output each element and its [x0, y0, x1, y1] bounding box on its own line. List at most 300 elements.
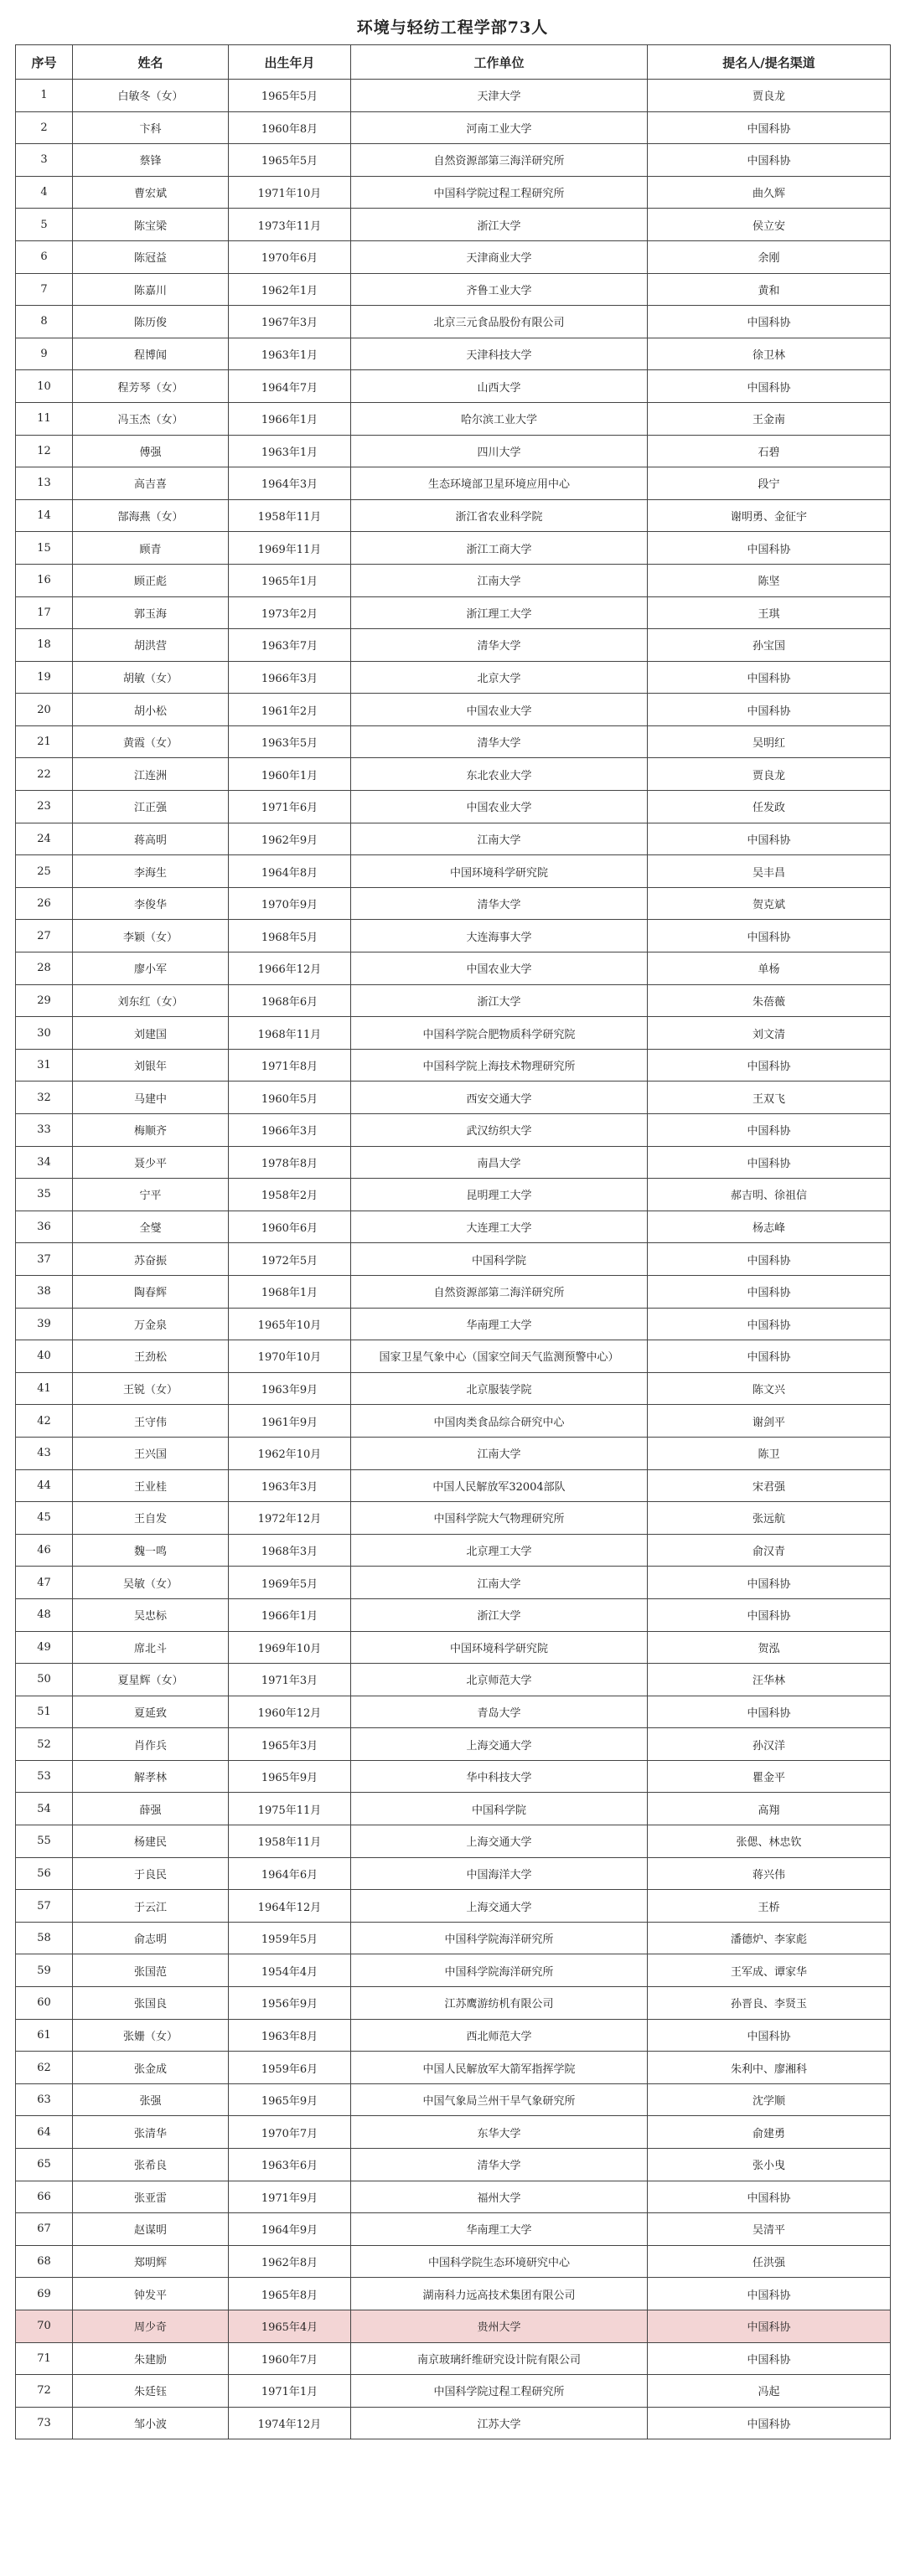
- cell-index: 55: [16, 1825, 73, 1858]
- cell-name: 王业桂: [73, 1469, 229, 1502]
- cell-name: 苏奋振: [73, 1243, 229, 1276]
- cell-name: 夏星辉（女）: [73, 1664, 229, 1696]
- cell-name: 顾青: [73, 532, 229, 565]
- cell-employer: 西安交通大学: [351, 1082, 648, 1114]
- cell-nominator: 中国科协: [648, 1146, 891, 1179]
- cell-index: 70: [16, 2310, 73, 2342]
- table-row: [16, 1664, 891, 1696]
- cell-index: 62: [16, 2052, 73, 2084]
- cell-nominator: 王琪: [648, 596, 891, 629]
- cell-birth: 1964年8月: [229, 855, 351, 888]
- table-row: [16, 855, 891, 888]
- cell-name: 席北斗: [73, 1631, 229, 1664]
- cell-index: 33: [16, 1114, 73, 1147]
- cell-index: 20: [16, 694, 73, 726]
- cell-birth: 1960年12月: [229, 1696, 351, 1728]
- cell-birth: 1960年7月: [229, 2342, 351, 2375]
- cell-birth: 1965年9月: [229, 2083, 351, 2116]
- table-row: [16, 1922, 891, 1954]
- cell-employer: 上海交通大学: [351, 1890, 648, 1923]
- cell-nominator: 俞建勇: [648, 2116, 891, 2149]
- table-row: [16, 1760, 891, 1793]
- cell-nominator: 中国科协: [648, 2407, 891, 2439]
- cell-index: 48: [16, 1598, 73, 1631]
- cell-name: 钟发平: [73, 2278, 229, 2310]
- table-row: [16, 2052, 891, 2084]
- cell-employer: 大连海事大学: [351, 920, 648, 952]
- cell-index: 66: [16, 2181, 73, 2213]
- cell-birth: 1961年2月: [229, 694, 351, 726]
- cell-employer: 河南工业大学: [351, 111, 648, 144]
- cell-birth: 1963年5月: [229, 725, 351, 758]
- cell-name: 顾正彪: [73, 564, 229, 596]
- table-row: [16, 1275, 891, 1308]
- cell-birth: 1973年11月: [229, 209, 351, 241]
- cell-nominator: 汪华林: [648, 1664, 891, 1696]
- cell-employer: 大连理工大学: [351, 1211, 648, 1243]
- cell-employer: 东北农业大学: [351, 758, 648, 791]
- cell-nominator: 陈坚: [648, 564, 891, 596]
- cell-birth: 1972年5月: [229, 1243, 351, 1276]
- cell-name: 薛强: [73, 1793, 229, 1825]
- cell-nominator: 孙汉洋: [648, 1728, 891, 1761]
- cell-birth: 1968年6月: [229, 984, 351, 1017]
- cell-nominator: 单杨: [648, 952, 891, 985]
- cell-employer: 清华大学: [351, 629, 648, 662]
- table-row: [16, 1890, 891, 1923]
- cell-name: 冯玉杰（女）: [73, 402, 229, 435]
- cell-birth: 1968年5月: [229, 920, 351, 952]
- cell-employer: 中国环境科学研究院: [351, 855, 648, 888]
- cell-nominator: 中国科协: [648, 111, 891, 144]
- table-row: [16, 1114, 891, 1147]
- cell-index: 15: [16, 532, 73, 565]
- cell-nominator: 任洪强: [648, 2245, 891, 2278]
- cell-employer: 中国科学院: [351, 1243, 648, 1276]
- table-row: [16, 1696, 891, 1728]
- cell-nominator: 黄和: [648, 273, 891, 306]
- cell-nominator: 余刚: [648, 240, 891, 273]
- cell-name: 解孝林: [73, 1760, 229, 1793]
- cell-birth: 1970年10月: [229, 1340, 351, 1373]
- cell-birth: 1970年9月: [229, 887, 351, 920]
- cell-index: 8: [16, 306, 73, 338]
- cell-nominator: 郝吉明、徐祖信: [648, 1179, 891, 1211]
- cell-birth: 1962年9月: [229, 823, 351, 855]
- cell-name: 肖作兵: [73, 1728, 229, 1761]
- cell-name: 白敏冬（女）: [73, 80, 229, 112]
- cell-name: 王兴国: [73, 1437, 229, 1469]
- cell-employer: 上海交通大学: [351, 1825, 648, 1858]
- cell-nominator: 曲久辉: [648, 176, 891, 209]
- cell-nominator: 陈文兴: [648, 1372, 891, 1405]
- cell-nominator: 贺克斌: [648, 887, 891, 920]
- cell-index: 35: [16, 1179, 73, 1211]
- cell-index: 36: [16, 1211, 73, 1243]
- cell-employer: 江南大学: [351, 564, 648, 596]
- cell-nominator: 中国科协: [648, 2310, 891, 2342]
- cell-employer: 中国科学院: [351, 1793, 648, 1825]
- cell-employer: 浙江工商大学: [351, 532, 648, 565]
- cell-employer: 中国人民解放军大箭军指挥学院: [351, 2052, 648, 2084]
- cell-nominator: 王军成、谭家华: [648, 1954, 891, 1987]
- cell-index: 72: [16, 2375, 73, 2408]
- cell-employer: 浙江大学: [351, 1598, 648, 1631]
- cell-employer: 北京三元食品股份有限公司: [351, 306, 648, 338]
- cell-birth: 1958年11月: [229, 499, 351, 532]
- cell-name: 高吉喜: [73, 467, 229, 500]
- table-row: [16, 694, 891, 726]
- cell-name: 吴忠标: [73, 1598, 229, 1631]
- cell-index: 28: [16, 952, 73, 985]
- table-row: [16, 240, 891, 273]
- table-row: [16, 984, 891, 1017]
- cell-birth: 1966年3月: [229, 661, 351, 694]
- cell-employer: 北京服装学院: [351, 1372, 648, 1405]
- cell-name: 陈嘉川: [73, 273, 229, 306]
- table-row: [16, 596, 891, 629]
- cell-nominator: 王金南: [648, 402, 891, 435]
- cell-birth: 1959年6月: [229, 2052, 351, 2084]
- cell-nominator: 中国科协: [648, 532, 891, 565]
- header-nominator: 提名人/提名渠道: [648, 45, 891, 80]
- table-row: [16, 952, 891, 985]
- cell-name: 王锐（女）: [73, 1372, 229, 1405]
- cell-index: 60: [16, 1987, 73, 2020]
- cell-index: 45: [16, 1502, 73, 1535]
- header-row: [16, 45, 891, 80]
- cell-employer: 中国人民解放军32004部队: [351, 1469, 648, 1502]
- cell-employer: 北京师范大学: [351, 1664, 648, 1696]
- table-row: [16, 758, 891, 791]
- cell-nominator: 瞿金平: [648, 1760, 891, 1793]
- cell-birth: 1963年6月: [229, 2149, 351, 2181]
- cell-name: 聂少平: [73, 1146, 229, 1179]
- table-row: [16, 2181, 891, 2213]
- cell-birth: 1962年8月: [229, 2245, 351, 2278]
- cell-index: 38: [16, 1275, 73, 1308]
- cell-birth: 1963年1月: [229, 435, 351, 467]
- cell-nominator: 吴明红: [648, 725, 891, 758]
- table-row: [16, 1243, 891, 1276]
- table-row: [16, 823, 891, 855]
- cell-index: 61: [16, 2019, 73, 2052]
- cell-employer: 中国海洋大学: [351, 1857, 648, 1890]
- table-row: [16, 920, 891, 952]
- cell-index: 10: [16, 370, 73, 403]
- cell-index: 40: [16, 1340, 73, 1373]
- cell-index: 2: [16, 111, 73, 144]
- cell-nominator: 王桥: [648, 1890, 891, 1923]
- cell-nominator: 宋君强: [648, 1469, 891, 1502]
- cell-nominator: 朱利中、廖湘科: [648, 2052, 891, 2084]
- cell-name: 张国范: [73, 1954, 229, 1987]
- cell-name: 俞志明: [73, 1922, 229, 1954]
- cell-employer: 中国农业大学: [351, 694, 648, 726]
- cell-birth: 1956年9月: [229, 1987, 351, 2020]
- table-row: [16, 564, 891, 596]
- cell-employer: 浙江大学: [351, 209, 648, 241]
- table-row: [16, 2116, 891, 2149]
- cell-nominator: 冯起: [648, 2375, 891, 2408]
- cell-birth: 1974年12月: [229, 2407, 351, 2439]
- cell-index: 31: [16, 1049, 73, 1082]
- cell-birth: 1973年2月: [229, 596, 351, 629]
- table-row: [16, 2083, 891, 2116]
- table-row: [16, 1567, 891, 1599]
- cell-birth: 1963年1月: [229, 338, 351, 370]
- cell-name: 于云江: [73, 1890, 229, 1923]
- cell-employer: 生态环境部卫星环境应用中心: [351, 467, 648, 500]
- cell-name: 张姗（女）: [73, 2019, 229, 2052]
- table-row: [16, 1857, 891, 1890]
- table-row: [16, 2019, 891, 2052]
- table-row: [16, 2310, 891, 2342]
- cell-name: 蔡锋: [73, 144, 229, 177]
- cell-index: 17: [16, 596, 73, 629]
- cell-birth: 1971年9月: [229, 2181, 351, 2213]
- cell-nominator: 中国科协: [648, 1598, 891, 1631]
- cell-birth: 1967年3月: [229, 306, 351, 338]
- cell-index: 4: [16, 176, 73, 209]
- cell-index: 21: [16, 725, 73, 758]
- cell-birth: 1971年10月: [229, 176, 351, 209]
- cell-index: 68: [16, 2245, 73, 2278]
- cell-name: 王自发: [73, 1502, 229, 1535]
- cell-index: 52: [16, 1728, 73, 1761]
- cell-name: 陈冠益: [73, 240, 229, 273]
- cell-index: 39: [16, 1308, 73, 1340]
- cell-employer: 中国农业大学: [351, 791, 648, 823]
- table-row: [16, 2149, 891, 2181]
- table-row: [16, 306, 891, 338]
- cell-name: 朱廷钰: [73, 2375, 229, 2408]
- cell-nominator: 中国科协: [648, 306, 891, 338]
- cell-employer: 天津大学: [351, 80, 648, 112]
- cell-index: 11: [16, 402, 73, 435]
- cell-nominator: 中国科协: [648, 2181, 891, 2213]
- table-row: [16, 435, 891, 467]
- cell-nominator: 中国科协: [648, 1114, 891, 1147]
- cell-birth: 1971年3月: [229, 1664, 351, 1696]
- cell-index: 69: [16, 2278, 73, 2310]
- cell-nominator: 中国科协: [648, 1696, 891, 1728]
- cell-index: 71: [16, 2342, 73, 2375]
- table-row: [16, 1049, 891, 1082]
- table-row: [16, 2342, 891, 2375]
- cell-employer: 湖南科力远高技术集团有限公司: [351, 2278, 648, 2310]
- cell-name: 魏一鸣: [73, 1534, 229, 1567]
- cell-index: 65: [16, 2149, 73, 2181]
- cell-index: 25: [16, 855, 73, 888]
- cell-index: 9: [16, 338, 73, 370]
- cell-employer: 齐鲁工业大学: [351, 273, 648, 306]
- cell-index: 34: [16, 1146, 73, 1179]
- cell-index: 49: [16, 1631, 73, 1664]
- cell-index: 51: [16, 1696, 73, 1728]
- cell-employer: 中国科学院合肥物质科学研究院: [351, 1017, 648, 1050]
- table-row: [16, 887, 891, 920]
- cell-birth: 1965年5月: [229, 144, 351, 177]
- table-row: [16, 1728, 891, 1761]
- cell-index: 41: [16, 1372, 73, 1405]
- cell-name: 夏延致: [73, 1696, 229, 1728]
- cell-index: 27: [16, 920, 73, 952]
- cell-nominator: 吴丰昌: [648, 855, 891, 888]
- table-row: [16, 80, 891, 112]
- cell-employer: 西北师范大学: [351, 2019, 648, 2052]
- table-row: [16, 1405, 891, 1438]
- table-row: [16, 725, 891, 758]
- cell-name: 黄霞（女）: [73, 725, 229, 758]
- cell-birth: 1961年9月: [229, 1405, 351, 1438]
- cell-employer: 浙江大学: [351, 984, 648, 1017]
- cell-employer: 贵州大学: [351, 2310, 648, 2342]
- cell-birth: 1970年6月: [229, 240, 351, 273]
- cell-nominator: 侯立安: [648, 209, 891, 241]
- cell-index: 32: [16, 1082, 73, 1114]
- cell-name: 李俊华: [73, 887, 229, 920]
- cell-index: 3: [16, 144, 73, 177]
- cell-nominator: 任发政: [648, 791, 891, 823]
- cell-employer: 武汉纺织大学: [351, 1114, 648, 1147]
- cell-index: 64: [16, 2116, 73, 2149]
- cell-employer: 昆明理工大学: [351, 1179, 648, 1211]
- cell-birth: 1971年1月: [229, 2375, 351, 2408]
- cell-index: 42: [16, 1405, 73, 1438]
- table-row: [16, 402, 891, 435]
- cell-employer: 华中科技大学: [351, 1760, 648, 1793]
- cell-name: 马建中: [73, 1082, 229, 1114]
- cell-birth: 1965年8月: [229, 2278, 351, 2310]
- cell-nominator: 俞汉青: [648, 1534, 891, 1567]
- cell-index: 57: [16, 1890, 73, 1923]
- cell-index: 54: [16, 1793, 73, 1825]
- cell-birth: 1954年4月: [229, 1954, 351, 1987]
- cell-nominator: 陈卫: [648, 1437, 891, 1469]
- cell-employer: 自然资源部第二海洋研究所: [351, 1275, 648, 1308]
- cell-name: 江正强: [73, 791, 229, 823]
- cell-name: 万金泉: [73, 1308, 229, 1340]
- cell-birth: 1964年7月: [229, 370, 351, 403]
- cell-employer: 江南大学: [351, 1567, 648, 1599]
- cell-name: 曹宏斌: [73, 176, 229, 209]
- cell-birth: 1975年11月: [229, 1793, 351, 1825]
- cell-name: 胡敏（女）: [73, 661, 229, 694]
- cell-nominator: 蒋兴伟: [648, 1857, 891, 1890]
- cell-nominator: 孙晋良、李贤玉: [648, 1987, 891, 2020]
- cell-nominator: 谢剑平: [648, 1405, 891, 1438]
- cell-name: 傅强: [73, 435, 229, 467]
- table-row: [16, 2213, 891, 2246]
- cell-nominator: 张小曳: [648, 2149, 891, 2181]
- cell-birth: 1964年9月: [229, 2213, 351, 2246]
- cell-index: 37: [16, 1243, 73, 1276]
- cell-nominator: 段宁: [648, 467, 891, 500]
- cell-index: 19: [16, 661, 73, 694]
- table-row: [16, 499, 891, 532]
- cell-employer: 中国科学院海洋研究所: [351, 1954, 648, 1987]
- table-row: [16, 1987, 891, 2020]
- cell-employer: 浙江省农业科学院: [351, 499, 648, 532]
- table-row: [16, 1954, 891, 1987]
- table-body: [16, 80, 891, 2439]
- cell-name: 张强: [73, 2083, 229, 2116]
- table-row: [16, 1825, 891, 1858]
- cell-nominator: 石碧: [648, 435, 891, 467]
- cell-nominator: 中国科协: [648, 1275, 891, 1308]
- table-row: [16, 1598, 891, 1631]
- table-row: [16, 791, 891, 823]
- cell-employer: 清华大学: [351, 887, 648, 920]
- cell-name: 王劲松: [73, 1340, 229, 1373]
- cell-nominator: 高翔: [648, 1793, 891, 1825]
- table-row: [16, 1372, 891, 1405]
- cell-birth: 1969年10月: [229, 1631, 351, 1664]
- cell-nominator: 中国科协: [648, 694, 891, 726]
- cell-birth: 1959年5月: [229, 1922, 351, 1954]
- cell-name: 张亚雷: [73, 2181, 229, 2213]
- cell-nominator: 中国科协: [648, 1308, 891, 1340]
- cell-employer: 中国肉类食品综合研究中心: [351, 1405, 648, 1438]
- cell-index: 67: [16, 2213, 73, 2246]
- cell-index: 43: [16, 1437, 73, 1469]
- cell-birth: 1971年8月: [229, 1049, 351, 1082]
- cell-employer: 江苏鹰游纺机有限公司: [351, 1987, 648, 2020]
- table-row: [16, 1793, 891, 1825]
- cell-employer: 东华大学: [351, 2116, 648, 2149]
- cell-nominator: 沈学顺: [648, 2083, 891, 2116]
- cell-name: 程博闻: [73, 338, 229, 370]
- cell-employer: 四川大学: [351, 435, 648, 467]
- cell-birth: 1968年11月: [229, 1017, 351, 1050]
- cell-employer: 中国科学院过程工程研究所: [351, 2375, 648, 2408]
- header-name: 姓名: [73, 45, 229, 80]
- cell-index: 59: [16, 1954, 73, 1987]
- cell-index: 7: [16, 273, 73, 306]
- cell-employer: 南京玻璃纤维研究设计院有限公司: [351, 2342, 648, 2375]
- cell-index: 29: [16, 984, 73, 1017]
- table-row: [16, 144, 891, 177]
- cell-name: 周少奇: [73, 2310, 229, 2342]
- cell-index: 24: [16, 823, 73, 855]
- cell-birth: 1965年9月: [229, 1760, 351, 1793]
- cell-nominator: 中国科协: [648, 1049, 891, 1082]
- table-row: [16, 1340, 891, 1373]
- cell-name: 李海生: [73, 855, 229, 888]
- cell-index: 50: [16, 1664, 73, 1696]
- cell-index: 47: [16, 1567, 73, 1599]
- cell-nominator: 中国科协: [648, 823, 891, 855]
- cell-name: 邹小波: [73, 2407, 229, 2439]
- cell-name: 郭玉海: [73, 596, 229, 629]
- nominee-table: [15, 44, 891, 2439]
- cell-name: 卞科: [73, 111, 229, 144]
- cell-employer: 江苏大学: [351, 2407, 648, 2439]
- cell-name: 胡洪营: [73, 629, 229, 662]
- cell-name: 张国良: [73, 1987, 229, 2020]
- cell-employer: 北京大学: [351, 661, 648, 694]
- cell-birth: 1960年1月: [229, 758, 351, 791]
- cell-nominator: 张远航: [648, 1502, 891, 1535]
- cell-name: 刘银年: [73, 1049, 229, 1082]
- cell-nominator: 杨志峰: [648, 1211, 891, 1243]
- cell-index: 30: [16, 1017, 73, 1050]
- cell-employer: 上海交通大学: [351, 1728, 648, 1761]
- table-row: [16, 1211, 891, 1243]
- cell-birth: 1964年6月: [229, 1857, 351, 1890]
- table-row: [16, 2278, 891, 2310]
